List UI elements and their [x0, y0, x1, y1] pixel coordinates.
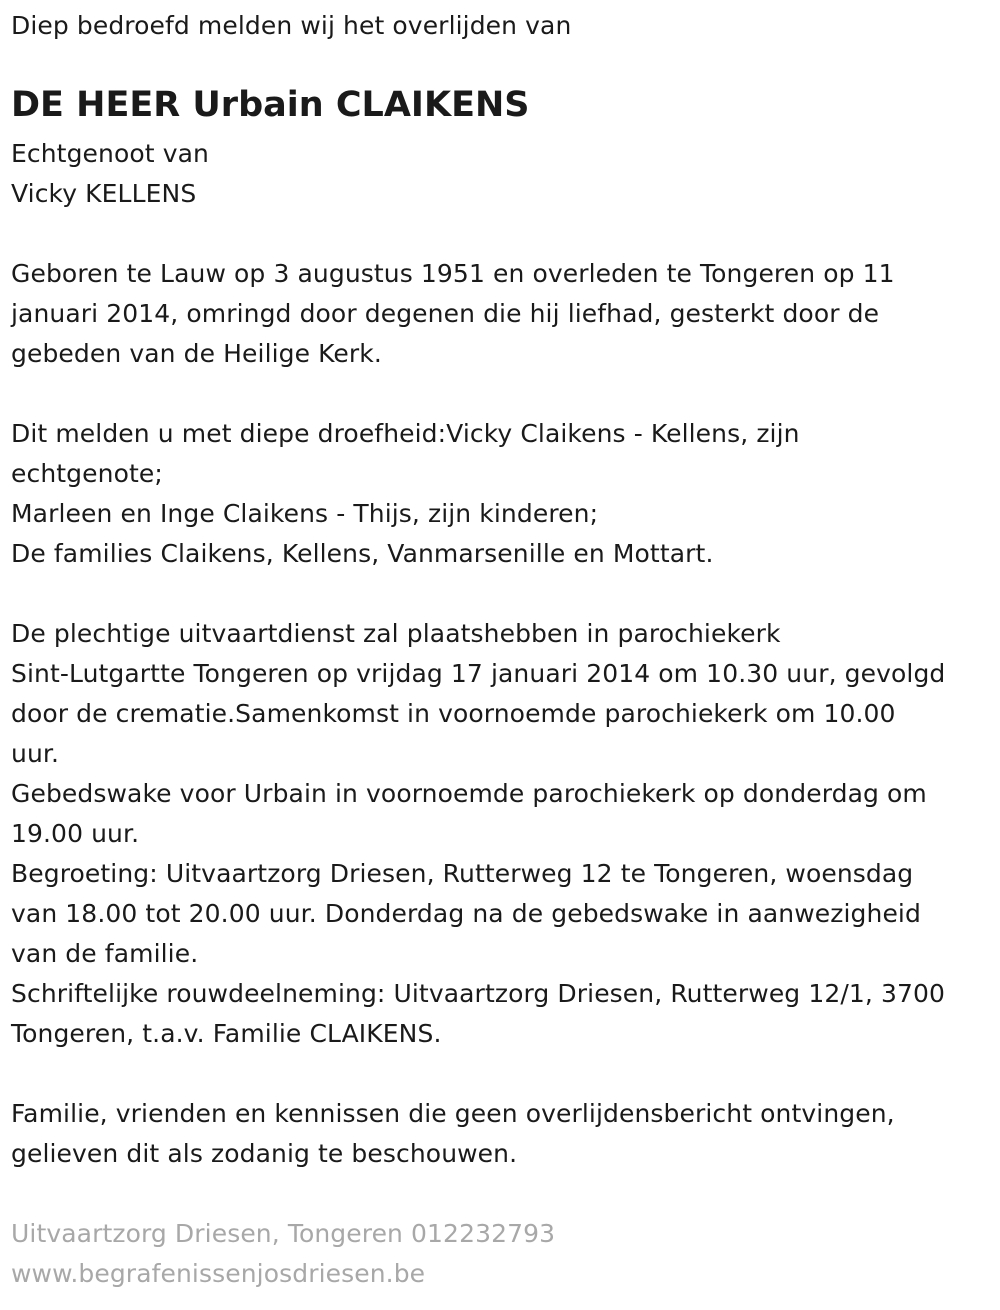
website-link[interactable]: www.begrafenissenjosdriesen.be	[11, 1259, 426, 1288]
spouse-line: Vicky KELLENS	[11, 179, 197, 208]
paragraph-line: 19.00 uur.	[11, 819, 140, 848]
paragraph-line: echtgenote;	[11, 459, 163, 488]
paragraph-line: De families Claikens, Kellens, Vanmarsenille en Mottart.	[11, 539, 714, 568]
deceased-name: DE HEER Urbain CLAIKENS	[11, 85, 530, 125]
paragraph-line: Familie, vrienden en kennissen die geen overlijdensbericht ontvingen,	[11, 1099, 895, 1128]
paragraph-line: van 18.00 tot 20.00 uur. Donderdag na de gebedswake in aanwezigheid	[11, 899, 921, 928]
family-paragraph	[11, 414, 800, 574]
paragraph-line: Sint-Lutgartte Tongeren op vrijdag 17 januari 2014 om 10.30 uur, gevolgd	[11, 659, 946, 688]
paragraph-line: gebeden van de Heilige Kerk.	[11, 339, 382, 368]
paragraph-line: januari 2014, omringd door degenen die hij liefhad, gesterkt door de	[11, 299, 880, 328]
service-paragraph	[11, 614, 945, 1054]
paragraph-line: Dit melden u met diepe droefheid:Vicky Claikens - Kellens, zijn	[11, 419, 800, 448]
footer	[11, 1214, 555, 1294]
notice-paragraph	[11, 1094, 895, 1174]
paragraph-line: van de familie.	[11, 939, 199, 968]
paragraph-line: door de crematie.Samenkomst in voornoemde parochiekerk om 10.00	[11, 699, 896, 728]
paragraph-line: Gebedswake voor Urbain in voornoemde parochiekerk op donderdag om	[11, 779, 927, 808]
birth-death-paragraph	[11, 254, 895, 374]
paragraph-line: Marleen en Inge Claikens - Thijs, zijn kinderen;	[11, 499, 599, 528]
paragraph-line: Begroeting: Uitvaartzorg Driesen, Rutterweg 12 te Tongeren, woensdag	[11, 859, 914, 888]
paragraph-line: Schriftelijke rouwdeelneming: Uitvaartzorg Driesen, Rutterweg 12/1, 3700	[11, 979, 945, 1008]
paragraph-line: uur.	[11, 739, 60, 768]
intro-text: Diep bedroefd melden wij het overlijden van	[11, 11, 572, 40]
spouse-line: Echtgenoot van	[11, 139, 209, 168]
funeral-home-contact: Uitvaartzorg Driesen, Tongeren 012232793	[11, 1219, 556, 1248]
spouse-block	[11, 134, 209, 214]
paragraph-line: Tongeren, t.a.v. Familie CLAIKENS.	[11, 1019, 442, 1048]
paragraph-line: Geboren te Lauw op 3 augustus 1951 en overleden te Tongeren op 11	[11, 259, 895, 288]
paragraph-line: De plechtige uitvaartdienst zal plaatshebben in parochiekerk	[11, 619, 781, 648]
paragraph-line: gelieven dit als zodanig te beschouwen.	[11, 1139, 518, 1168]
